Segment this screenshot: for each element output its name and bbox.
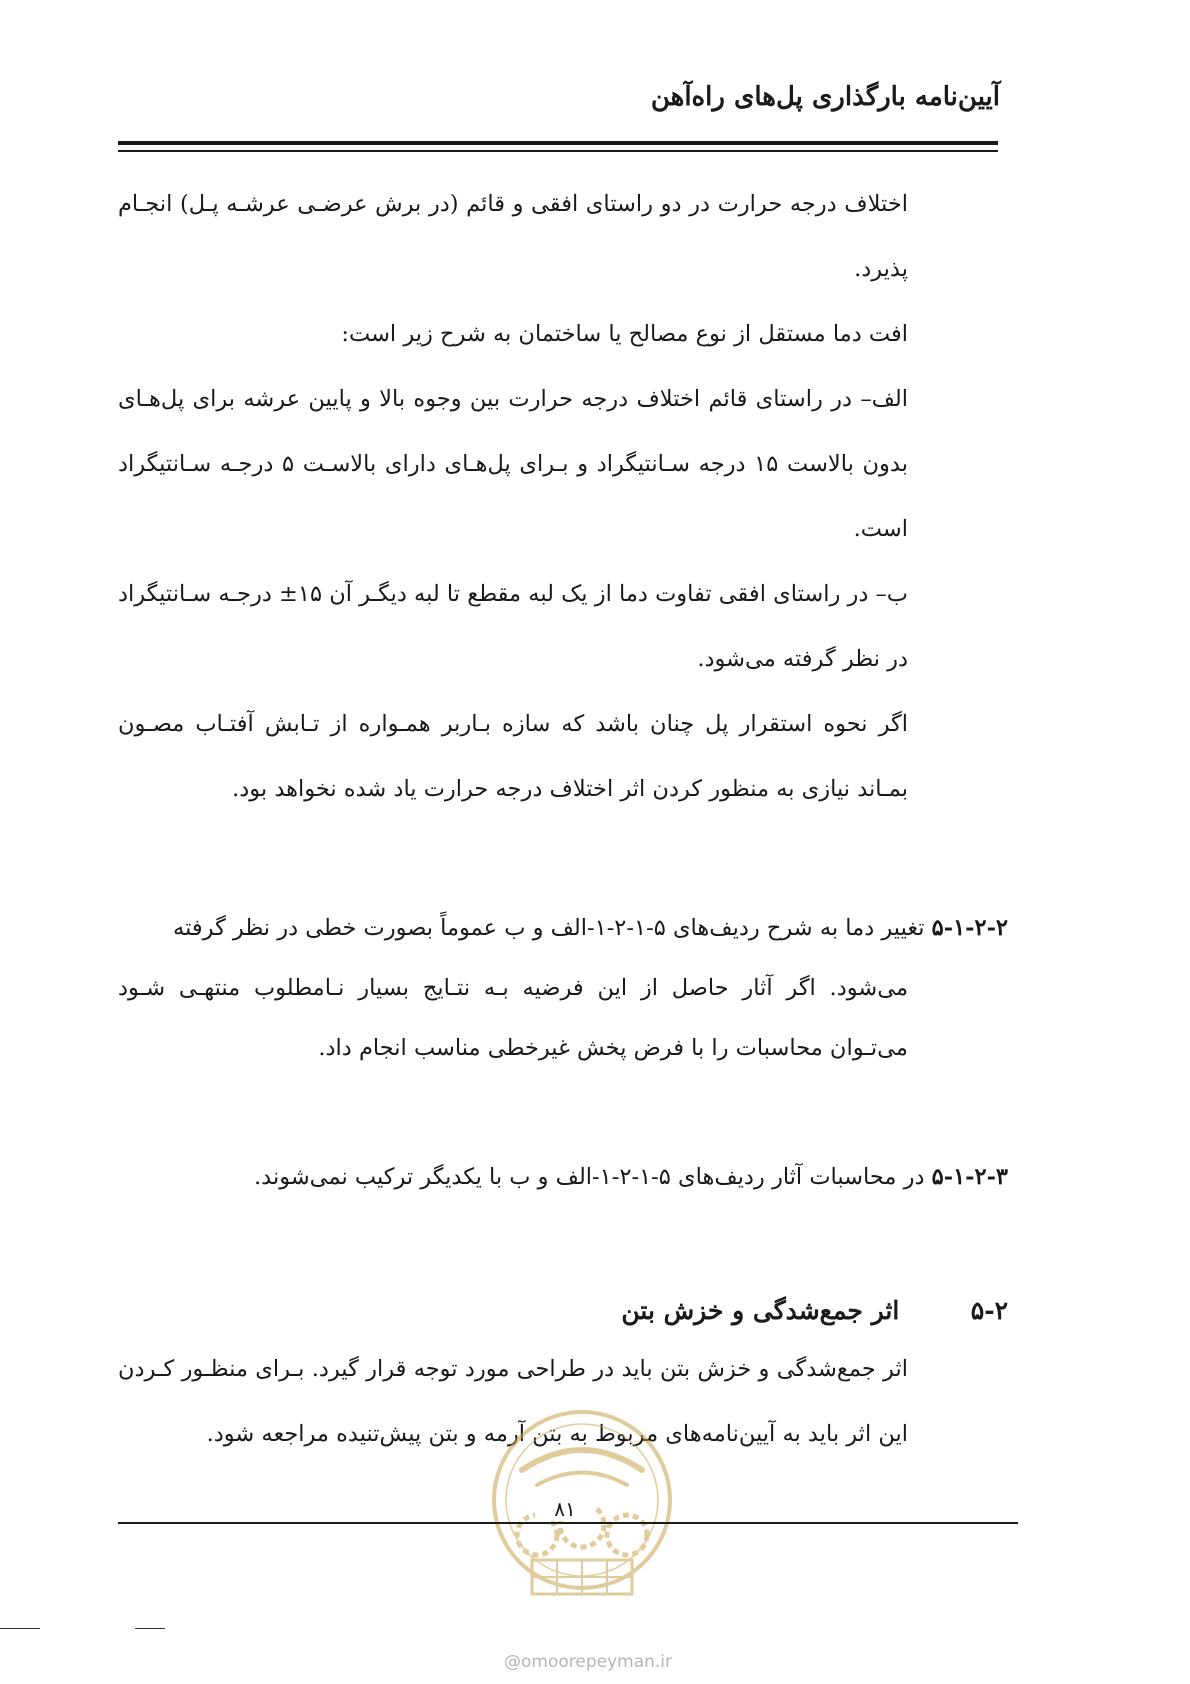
header-rule-thin [118, 150, 998, 152]
running-header-title: آیین‌نامه بارگذاری پل‌های راه‌آهن [650, 82, 1000, 112]
paragraph-item-a: الف– در راستای قائم اختلاف درجه حرارت بین وجوه بالا و پایین عرشه برای پل‌هـای بدون بالاست ۱۵ درجه سـانتیگراد و بـرای پل‌هـای دارای بالاسـت ۵ درجـه سـانتیگراد است. [118, 386, 908, 542]
paragraph-sun-exposure: اگر نحوه استقرار پل چنان باشد که سازه بـاربر همـواره از تـابش آفتـاب مصـون بمـاند نیازی به منظور کردن اثر اختلاف درجه حرارت یاد شده نخواهد بود. [118, 711, 908, 802]
paragraph-temperature-difference: اختلاف درجه حرارت در دو راستای افقی و قائم (در برش عرضـی عرشـه پـل) انجـام پذیرد. [118, 191, 908, 282]
clause-number: ۵-۱-۲-۳ [931, 1164, 1008, 1190]
paragraph-temperature-drop: افت دما مستقل از نوع مصالح یا ساختمان به شرح زیر است: [341, 321, 908, 347]
page-number: ۸۱ [535, 1497, 595, 1521]
scan-edge-mark [0, 1628, 40, 1629]
header-rule-thick [118, 141, 998, 145]
paragraph-item-b: ب– در راستای افقی تفاوت دما از یک لبه مقطع تا لبه دیگـر آن ۱۵± درجـه سـانتیگراد در نظر گرفته می‌شود. [118, 581, 908, 672]
watermark-url: @omoorepeyman.ir [503, 1652, 673, 1672]
scan-edge-mark [135, 1628, 165, 1629]
clause-text: در محاسبات آثار ردیف‌های ۵-۱-۲-۱-الف و ب با یکدیگر ترکیب نمی‌شوند. [253, 1164, 925, 1190]
paragraph-shrinkage-creep: اثر جمع‌شدگی و خزش بتن باید در طراحی مورد توجه قرار گیرد. بـرای منظـور کـردن این اثر باید به آیین‌نامه‌های مربوط به بتن آرمه و بتن پیش‌تنیده مراجعه شود. [118, 1356, 908, 1447]
section-title: اثر جمع‌شدگی و خزش بتن [621, 1296, 900, 1325]
section-number: ۵-۲ [970, 1296, 1008, 1325]
section-heading [608, 1291, 1008, 1331]
clause-5-1-2-2 [118, 898, 1008, 1078]
clause-5-1-2-3 [118, 1147, 1008, 1207]
clause-number: ۵-۱-۲-۲ [931, 915, 1008, 941]
clause-text-first-line: تغییر دما به شرح ردیف‌های ۵-۱-۲-۱-الف و ب عموماً بصورت خطی در نظر گرفته [173, 915, 925, 941]
clause-text-continuation: می‌شود. اگر آثار حاصل از این فرضیه بـه نتـایج بسیار نـامطلوب منتهـی شـود می‌تـوان محاسبات را با فرض پخش غیرخطی مناسب انجام داد. [118, 975, 908, 1061]
footer-rule [118, 1522, 1018, 1524]
